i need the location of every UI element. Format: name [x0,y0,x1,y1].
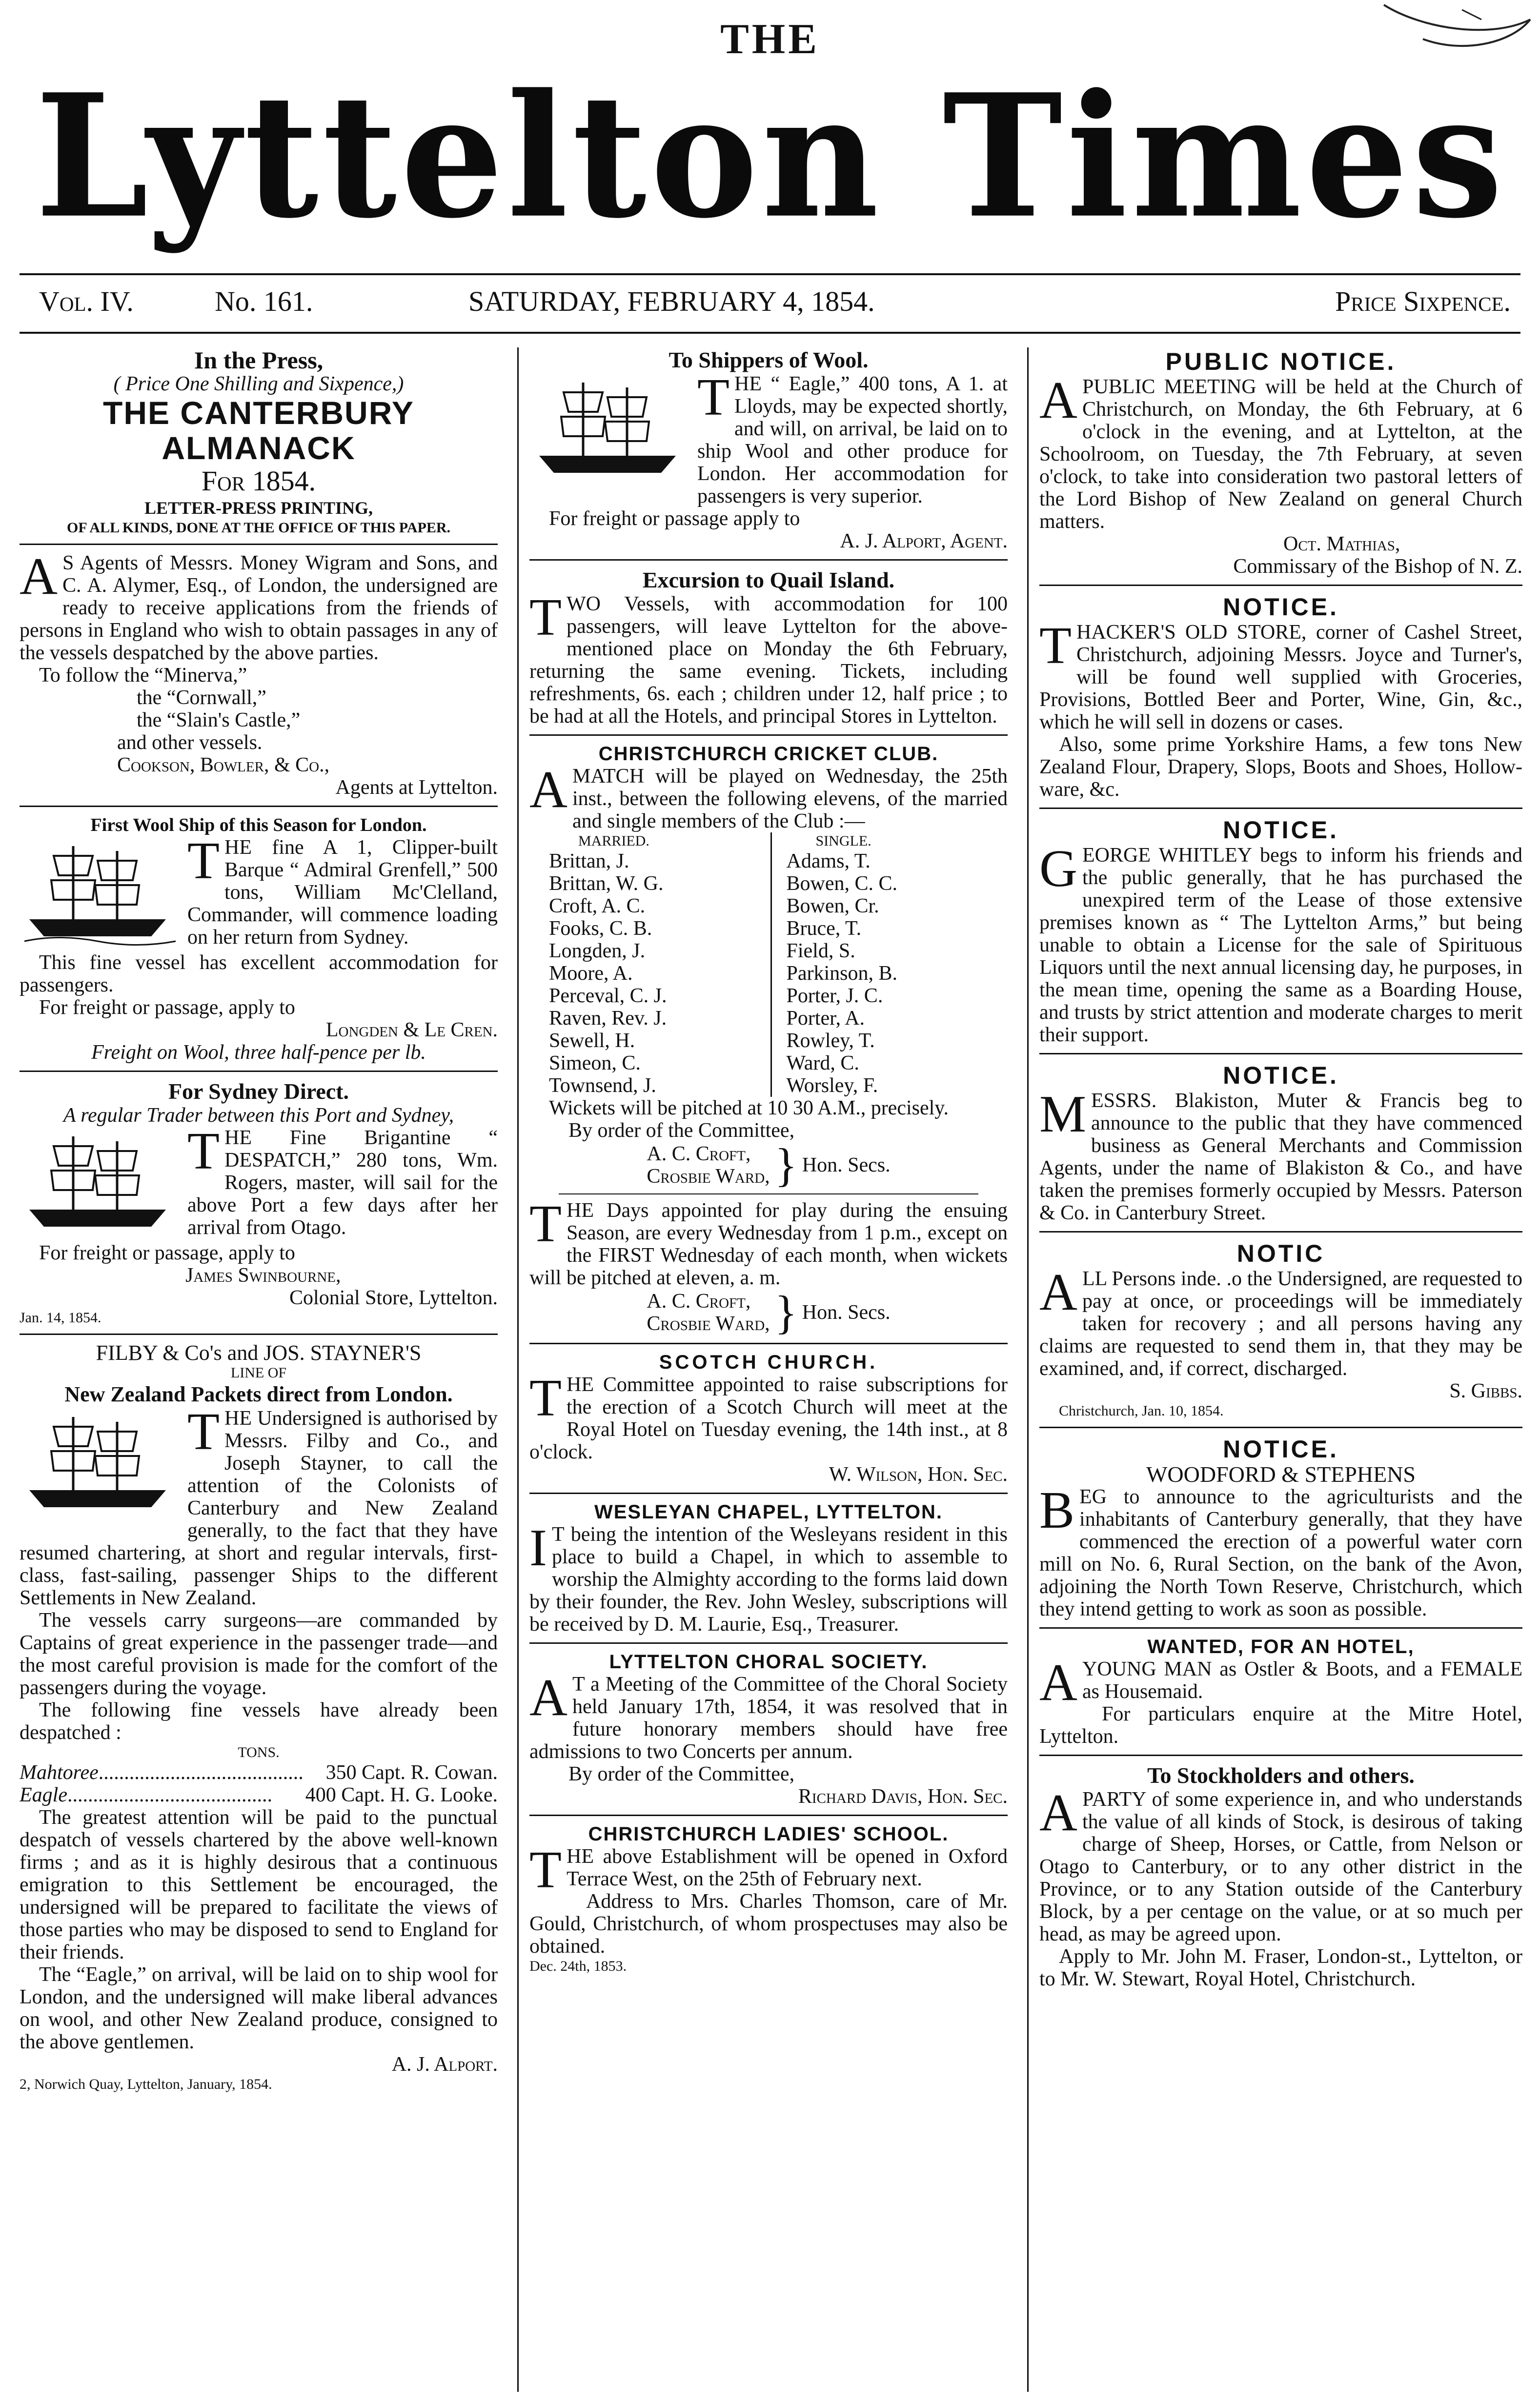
ladies-body: HE above Establishment will be opened in Oxford Terrace West, on the 25th of February next. [566,1845,1008,1890]
ad-cricket [529,743,1008,1336]
shippers-freight: For freight or passage apply to [549,507,800,530]
masthead-rule-bottom [20,332,1520,334]
public-notice-body: PUBLIC MEETING will be held at the Church of Christchurch, on Monday, the 6th February, at 6 o'clock in the evening, and at Lyttelton, at the Schoolroom, on Tuesday, the 7th February, at seven o'clock, to take into consideration two pastoral letters of the Lord Bishop of New Zealand on general Church matters. [1039,376,1522,533]
separator [20,544,498,545]
player: Fooks, C. B. [549,917,652,940]
column-1 [20,347,498,2397]
separator [1039,1427,1522,1428]
scotch-heading: SCOTCH CHURCH. [659,1352,878,1373]
player: Bowen, Cr. [786,895,879,917]
scotch-signature: W. Wilson, Hon. Sec. [829,1463,1008,1486]
masthead-title: Lyttelton Times [35,57,1507,256]
secretary: A. C. Croft, [647,1143,751,1165]
separator [529,1493,1008,1494]
separator [1039,585,1522,586]
dropcap: A [529,1669,567,1727]
secretary: A. C. Croft, [647,1290,751,1313]
dropcap: T [529,588,562,647]
public-notice-heading: PUBLIC NOTICE. [1165,348,1397,375]
player: Perceval, C. J. [549,985,667,1007]
ad-shippers-wool [529,347,1008,552]
ad-whitley [1039,816,1522,1046]
cricket-body: MATCH will be played on Wednesday, the 25th inst., between the following elevens, of the married and single members of the Club :— [572,765,1008,832]
ad-wanted [1039,1636,1522,1748]
wool-ship-body: HE fine A 1, Clipper-built Barque “ Admiral Grenfell,” 500 tons, William Mc'Clelland, Commander, will commence loading on her return from Sydney. [187,836,498,949]
packets-p2: The vessels carry surgeons—are commanded by Captains of great experience in the passenger trade—and the most careful provision is made for the comfort of the passengers during the voyage. [20,1609,498,1699]
agents-signature-2: Agents at Lyttelton. [335,776,498,799]
dropcap: A [1039,1784,1077,1842]
wanted-heading: WANTED, FOR AN HOTEL, [1147,1636,1415,1657]
player: Brittan, W. G. [549,872,664,895]
gibbs-date: Christchurch, Jan. 10, 1854. [1059,1403,1224,1419]
ship-illustration [20,1407,181,1519]
sydney-heading: For Sydney Direct. [168,1079,349,1104]
vessel-name: Eagle [20,1784,67,1806]
cricket-heading: CHRISTCHURCH CRICKET CLUB. [598,743,939,765]
separator [1039,1755,1522,1756]
notice-heading: NOTICE. [1223,1435,1339,1463]
choral-signature: Richard Davis, Hon. Sec. [798,1785,1008,1808]
stockholders-apply: Apply to Mr. John M. Fraser, London-st., Lyttelton, or to Mr. W. Stewart, Royal Hotel, Christchurch. [1039,1945,1522,1990]
hon-secs: Hon. Secs. [802,1301,891,1324]
ad-gibbs [1039,1239,1522,1420]
notice-heading: NOTICE. [1223,593,1339,621]
ad-thacker [1039,593,1522,801]
cricket-days: HE Days appointed for play during the ensuing Season, are every Wednesday from 1 p.m., except on the FIRST Wednesday of each month, when wickets will be pitched at eleven, a. m. [529,1199,1008,1289]
player: Croft, A. C. [549,895,646,917]
dropcap: T [187,1403,220,1461]
excursion-body: WO Vessels, with accommodation for 100 passengers, will leave Lyttelton for the above-mentioned place on Monday the 6th February, returning the same evening. Tickets, including refreshments, 6s. each ; children under 12, half price ; to be had at all the Hotels, and principal Stores in Lyttelton. [529,593,1008,728]
dropcap: I [529,1519,547,1577]
dropcap: T [187,1122,220,1180]
ladies-heading: CHRISTCHURCH LADIES' SCHOOL. [588,1823,949,1845]
notice-heading: NOTIC [1236,1240,1325,1267]
wanted-body: YOUNG MAN as Ostler & Boots, and a FEMALE as Housemaid. [1082,1658,1522,1703]
ad-blakiston [1039,1061,1522,1224]
masthead-the: THE [720,16,820,63]
dot-leader: ........................................ [67,1784,272,1806]
player: Ward, C. [786,1052,859,1074]
separator [20,806,498,807]
player: Field, S. [786,940,855,962]
scotch-body: HE Committee appointed to raise subscriptions for the erection of a Scotch Church will meet at the Royal Hotel on Tuesday evening, the 14th inst., at 8 o'clock. [529,1374,1008,1463]
almanack-price: ( Price One Shilling and Sixpence,) [113,373,404,395]
separator [529,1815,1008,1816]
ship-illustration [529,373,690,485]
ad-scotch-church [529,1351,1008,1486]
packets-p4: The greatest attention will be paid to the punctual despatch of vessels chartered by the above well-known firms ; and as it is highly desirous that a continuous emigration to this Settlement be encouraged, the undersigned will be prepared to facilitate the views of those parties who may be disposed to send to England for their friends. [20,1806,498,1963]
separator [559,1193,978,1194]
stockholders-heading: To Stockholders and others. [1147,1763,1415,1788]
shippers-body: HE “ Eagle,” 400 tons, A 1. at Lloyds, may be expected shortly, and will, on arrival, be laid on to ship Wool and other produce for London. Her accommodation for passengers is very superior. [697,373,1008,507]
separator [529,1343,1008,1344]
secretary: Crosbie Ward, [647,1165,770,1188]
dropcap: M [1039,1085,1087,1143]
column-rule-1 [517,347,519,2392]
cricket-secretaries [529,1286,1008,1338]
dropcap: A [20,547,58,606]
sydney-signature-2: Colonial Store, Lyttelton. [289,1287,498,1309]
player: Brittan, J. [549,850,629,872]
ad-sydney [20,1079,498,1327]
notice-heading: NOTICE. [1223,1062,1339,1089]
cricket-secretaries [529,1139,1008,1191]
column-rule-2 [1027,347,1029,2392]
player: Sewell, H. [549,1030,635,1052]
almanack-heading: In the Press, [194,347,324,374]
choral-body: T a Meeting of the Committee of the Choral Society held January 17th, 1854, it was resolved that in future honorary members should have free admissions to two Concerts per annum. [529,1673,1008,1763]
packets-line-of: LINE OF [230,1365,287,1381]
secretary: Crosbie Ward, [647,1313,770,1335]
player: Rowley, T. [786,1030,875,1052]
ad-excursion [529,567,1008,728]
shippers-signature: A. J. Alport, Agent. [840,530,1008,552]
vessel-name: and other vessels. [117,731,263,754]
ad-ladies-school [529,1823,1008,1975]
separator [529,559,1008,561]
packets-body: HE Undersigned is authorised by Messrs. Filby and Co., and Joseph Stayner, to call the attention of the Colonists of Canterbury and New Zealand generally, to the fact that they have resumed chartering, at short and regular intervals, first-class, fast-sailing, passenger Ships to the different Settlements in New Zealand. [20,1407,498,1609]
vessel-row [20,1761,498,1784]
almanack-year: For 1854. [201,465,316,497]
ship-illustration [20,836,181,949]
dropcap: T [1039,617,1072,675]
cricket-teams [529,832,1008,1097]
choral-order: By order of the Committee, [568,1763,795,1785]
packets-title: New Zealand Packets direct from London. [64,1382,453,1406]
player: Porter, A. [786,1007,865,1030]
cricket-wickets: Wickets will be pitched at 10 30 A.M., precisely. [549,1097,949,1119]
ad-wool-ship [20,814,498,1064]
excursion-heading: Excursion to Quail Island. [642,567,895,592]
ad-wesleyan [529,1501,1008,1636]
issue-number: No. 161. [215,285,313,317]
separator [20,1071,498,1072]
masthead-rule-top [20,273,1520,275]
secretary-names [647,1290,770,1335]
separator [20,1334,498,1335]
letterpress-kinds: OF ALL KINDS, DONE AT THE OFFICE OF THIS PAPER. [67,520,450,536]
married-team [529,832,772,1097]
issue-date: SATURDAY, FEBRUARY 4, 1854. [468,285,875,317]
sydney-date: Jan. 14, 1854. [20,1310,101,1326]
volume: Vol. IV. [39,285,134,317]
secretary-names [647,1143,770,1188]
blakiston-body: ESSRS. Blakiston, Muter & Francis beg to announce to the public that they have commenced business as General Merchants and Commission Agents, under the name of Blakiston & Co., and have taken the premises formerly occupied by Messrs. Paterson & Co. in Canterbury Street. [1039,1090,1522,1224]
column-3 [1039,347,1522,2397]
player: Townsend, J. [549,1074,656,1097]
dropcap: T [529,1369,562,1427]
price: Price Sixpence. [1335,285,1511,317]
dropcap: B [1039,1481,1075,1539]
dropcap: T [529,1841,562,1899]
wool-ship-heading: First Wool Ship of this Season for London. [90,815,427,835]
packets-signature: A. J. Alport. [391,2053,498,2076]
gibbs-body: LL Persons inde. .o the Undersigned, are requested to pay at once, or proceedings will be immediately taken for recovery ; and all persons having any claims are requested to send them in, that they may be examined, and, if correct, discharged. [1039,1268,1522,1380]
single-team [772,832,1008,1097]
wool-ship-freight: For freight or passage, apply to [39,996,295,1019]
ad-almanack [20,347,498,537]
dot-leader: ........................................ [98,1761,304,1784]
separator [1039,1053,1522,1054]
player: Simeon, C. [549,1052,641,1074]
separator [1039,1627,1522,1629]
wool-ship-signature: Longden & Le Cren. [325,1019,498,1041]
ship-illustration [20,1127,181,1239]
dropcap: A [1039,371,1077,429]
cricket-order: By order of the Committee, [568,1119,795,1142]
dropcap: A [1039,1654,1077,1712]
sydney-body: HE Fine Brigantine “ DESPATCH,” 280 tons, Wm. Rogers, master, will sail for the above Port a few days after her arrival from Otago. [187,1127,498,1239]
tons-label: TONS. [238,1744,280,1760]
public-notice-signature: Oct. Mathias, [1283,533,1400,555]
player: Moore, A. [549,962,633,985]
brace: } [774,1139,797,1191]
public-notice-signature-2: Commissary of the Bishop of N. Z. [1233,555,1522,578]
packets-p3: The following fine vessels have already been despatched : [20,1699,498,1744]
separator [529,1642,1008,1644]
notice-heading: NOTICE. [1223,816,1339,844]
dropcap: A [1039,1263,1077,1321]
dropcap: G [1039,840,1077,898]
wool-ship-rate: Freight on Wool, three half-pence per lb. [91,1041,426,1064]
woodford-body: EG to announce to the agriculturists and the inhabitants of Canterbury generally, that they have commenced the erection of a powerful water corn mill on No. 6, Rural Section, on the bank of the Avon, adjoining the North Town Reserve, Christchurch, which they intend getting to work as soon as possible. [1039,1486,1522,1620]
column-2 [529,347,1008,2397]
shippers-heading: To Shippers of Wool. [669,347,869,372]
sydney-subheading: A regular Trader between this Port and Sydney, [63,1104,454,1127]
player: Longden, J. [549,940,646,962]
vessel-details: 350 Capt. R. Cowan. [325,1761,498,1784]
separator [1039,1231,1522,1233]
dropcap: T [187,832,220,890]
player: Bruce, T. [786,917,862,940]
packets-heading: FILBY & Co's and JOS. STAYNER'S [96,1341,422,1365]
thacker-body: HACKER'S OLD STORE, corner of Cashel Street, Christchurch, adjoining Messrs. Joyce and Turner's, will be found well supplied with Groceries, Provisions, Bottled Beer and Porter, Wine, Gin, &c., which he will sell in dozens or cases. [1039,621,1522,733]
hon-secs: Hon. Secs. [802,1154,891,1176]
whitley-body: EORGE WHITLEY begs to inform his friends and the public generally, that he has purchased the unexpired term of the Lease of those extensive premises known as “ The Lyttelton Arms,” but being unable to obtain a License for the sale of Spirituous Liquors until the next annual licensing day, he purposes, in the mean time, opening the same as a Boarding House, and trusts by strict attention and moderate charges to merit their support. [1039,844,1522,1046]
dropcap: T [697,368,729,426]
sydney-freight: For freight or passage, apply to [39,1242,295,1264]
choral-heading: LYTTELTON CHORAL SOCIETY. [609,1651,928,1673]
masthead-info [29,285,1511,329]
player: Raven, Rev. J. [549,1007,667,1030]
almanack-title: THE CANTERBURY ALMANACK [103,395,414,466]
ladies-address: Address to Mrs. Charles Thomson, care of Mr. Gould, Christchurch, of whom prospectuses may also be obtained. [529,1890,1008,1958]
gibbs-signature: S. Gibbs. [1449,1380,1522,1402]
dropcap: T [529,1195,562,1253]
wesleyan-heading: WESLEYAN CHAPEL, LYTTELTON. [594,1501,943,1523]
vessel-name: Mahtoree [20,1761,99,1784]
vessel-name: the “Cornwall,” [137,687,266,709]
wanted-enquire: For particulars enquire at the Mitre Hotel, Lyttelton. [1039,1703,1522,1748]
ad-choral [529,1651,1008,1808]
sydney-signature: James Swinbourne, [185,1264,341,1287]
agents-signature: Cookson, Bowler, & Co., [117,754,330,776]
stockholders-body: PARTY of some experience in, and who understands the value of all kinds of Stock, is desirous of taking charge of Sheep, Horses, or Cattle, from Nelson or Otago to Canterbury, or to any other district in the Province, or to any Station outside of the Canterbury Block, by a per centage on the value, or at so much per head, as may be agreed upon. [1039,1788,1522,1945]
woodford-firm: WOODFORD & STEPHENS [1146,1462,1416,1487]
wesleyan-body: T being the intention of the Wesleyans resident in this place to build a Chapel, in which to assemble to worship the Almighty according to the forms laid down by their founder, the Rev. John Wesley, subscriptions will be received by D. M. Laurie, Esq., Treasurer. [529,1523,1008,1636]
vessel-name: the “Slain's Castle,” [137,709,301,731]
player: Parkinson, B. [786,962,898,985]
thacker-also: Also, some prime Yorkshire Hams, a few tons New Zealand Flour, Drapery, Slops, Boots and Shoes, Hollow-ware, &c. [1039,733,1522,801]
married-label: MARRIED. [578,833,649,849]
ladies-date: Dec. 24th, 1853. [529,1958,627,1974]
vessel-details: 400 Capt. H. G. Looke. [305,1784,498,1806]
wool-ship-accommodation: This fine vessel has excellent accommodation for passengers. [20,951,498,996]
single-label: SINGLE. [815,833,871,849]
ad-public-notice [1039,347,1522,578]
agents-body: S Agents of Messrs. Money Wigram and Sons, and C. A. Alymer, Esq., of London, the undersigned are ready to receive applications from the friends of persons in England who wish to obtain passages in any of the vessels despatched by the above parties. [20,552,498,664]
vessel-row [20,1784,498,1806]
ad-stockholders [1039,1763,1522,1990]
separator [1039,808,1522,809]
packets-address: 2, Norwich Quay, Lyttelton, January, 1854. [20,2076,272,2092]
packets-p5: The “Eagle,” on arrival, will be laid on to ship wool for London, and the undersigned will make liberal advances on wool, and other New Zealand produce, consigned to the above gentlemen. [20,1963,498,2053]
player: Bowen, C. C. [786,872,898,895]
ad-agents [20,547,498,799]
letterpress-heading: LETTER-PRESS PRINTING, [144,498,373,518]
player: Worsley, F. [786,1074,878,1097]
ad-packets [20,1342,498,2093]
dropcap: A [529,761,567,819]
brace: } [774,1286,797,1338]
ad-woodford [1039,1435,1522,1620]
player: Adams, T. [786,850,871,872]
agents-follow: To follow the “Minerva,” [39,664,247,687]
player: Porter, J. C. [786,985,883,1007]
separator [529,734,1008,736]
